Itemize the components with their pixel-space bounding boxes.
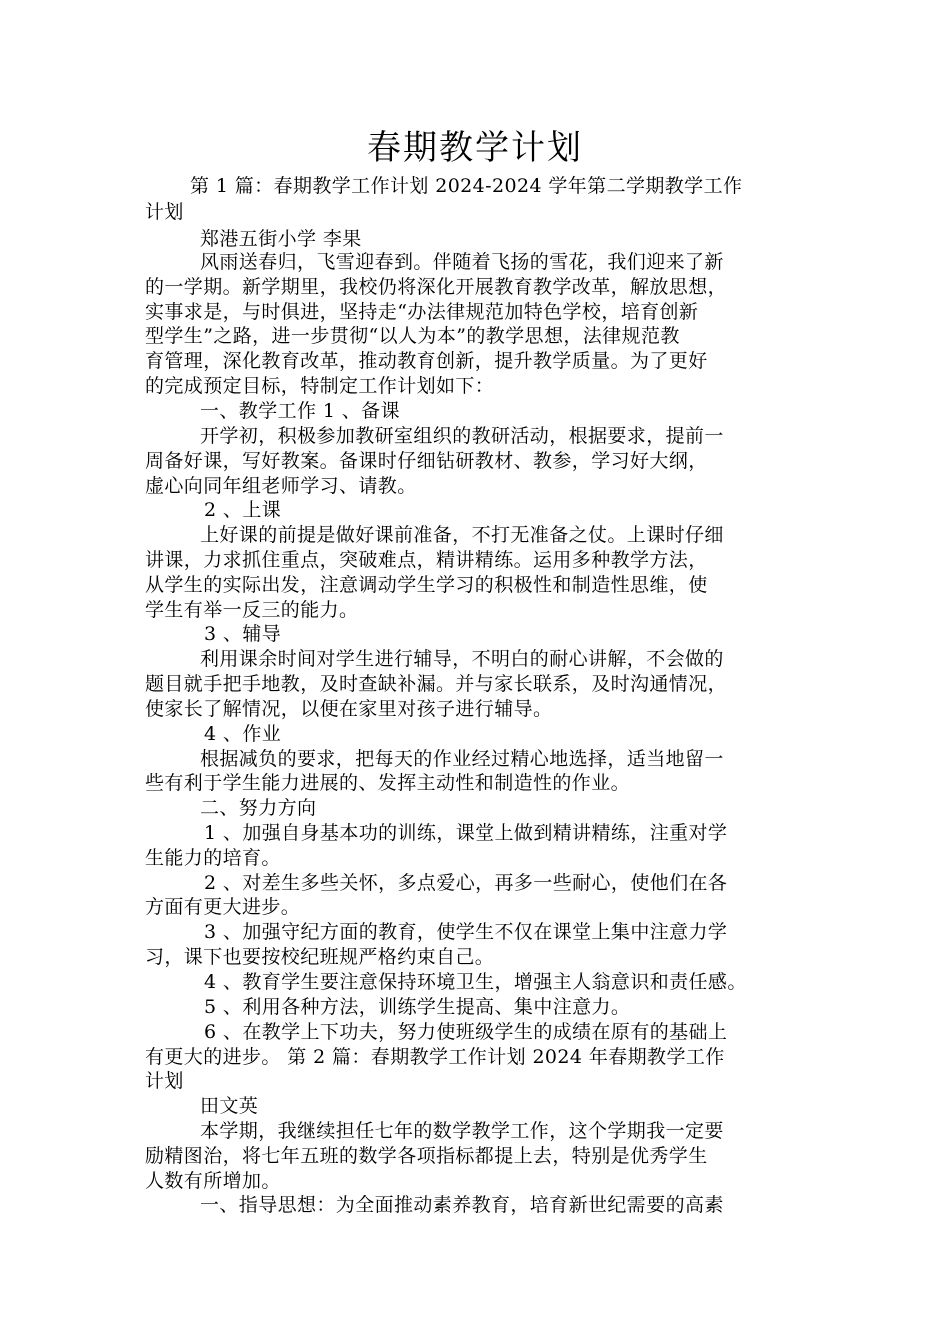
text-line: 二、努力方向 bbox=[200, 797, 317, 819]
text-line: 计划 bbox=[145, 201, 184, 223]
text-line: 周备好课，写好教案。备课时仔细钻研教材、教参，学习好大纲， bbox=[145, 450, 708, 472]
text-line: 2 、上课 bbox=[204, 499, 282, 521]
text-line: 开学初，积极参加教研室组织的教研活动，根据要求，提前一 bbox=[200, 425, 724, 447]
document-title: 春期教学计划 bbox=[367, 128, 583, 168]
text-line: 人数有所增加。 bbox=[145, 1170, 281, 1192]
text-line: 4 、作业 bbox=[204, 723, 282, 745]
text-line: 1 、加强自身基本功的训练，课堂上做到精讲精练，注重对学 bbox=[204, 822, 728, 844]
text-line: 生能力的培育。 bbox=[145, 847, 281, 869]
text-line: 些有利于学生能力进展的、发挥主动性和制造性的作业。 bbox=[145, 772, 631, 794]
text-line: 使家长了解情况，以便在家里对孩子进行辅导。 bbox=[145, 698, 553, 720]
text-line: 计划 bbox=[145, 1070, 184, 1092]
text-line: 的完成预定目标，特制定工作计划如下： bbox=[145, 375, 495, 397]
text-line: 风雨送春归，飞雪迎春到。伴随着飞扬的雪花，我们迎来了新 bbox=[200, 251, 724, 273]
text-line: 讲课，力求抓住重点，突破难点，精讲精练。运用多种教学方法， bbox=[145, 549, 708, 571]
text-line: 田文英 bbox=[200, 1095, 259, 1117]
text-line: 4 、教育学生要注意保持环境卫生，增强主人翁意识和责任感。 bbox=[204, 971, 747, 993]
text-line: 利用课余时间对学生进行辅导，不明白的耐心讲解，不会做的 bbox=[200, 648, 724, 670]
text-line: 本学期，我继续担任七年的数学教学工作，这个学期我一定要 bbox=[200, 1120, 724, 1142]
text-line: 第 1 篇：春期教学工作计划 2024-2024 学年第二学期教学工作 bbox=[190, 175, 743, 197]
text-line: 实事求是，与时俱进，坚持走“办法律规范加特色学校，培育创新 bbox=[145, 301, 699, 323]
text-line: 型学生”之路，进一步贯彻“以人为本”的教学思想，法律规范教 bbox=[145, 325, 680, 347]
text-line: 2 、对差生多些关怀，多点爱心，再多一些耐心，使他们在各 bbox=[204, 872, 728, 894]
text-line: 一、教学工作 1 、备课 bbox=[200, 400, 400, 422]
text-line: 育管理，深化教育改革，推动教育创新，提升教学质量。为了更好 bbox=[145, 350, 708, 372]
text-line: 虚心向同年组老师学习、请教。 bbox=[145, 475, 417, 497]
text-line: 3 、加强守纪方面的教育，使学生不仅在课堂上集中注意力学 bbox=[204, 921, 728, 943]
text-line: 有更大的进步。 第 2 篇：春期教学工作计划 2024 年春期教学工作 bbox=[145, 1046, 725, 1068]
text-line: 习，课下也要按校纪班规严格约束自己。 bbox=[145, 946, 495, 968]
text-line: 学生有举一反三的能力。 bbox=[145, 599, 359, 621]
text-line: 根据减负的要求，把每天的作业经过精心地选择，适当地留一 bbox=[200, 748, 724, 770]
text-line: 的一学期。新学期里，我校仍将深化开展教育教学改革，解放思想， bbox=[145, 276, 728, 298]
text-line: 上好课的前提是做好课前准备，不打无准备之仗。上课时仔细 bbox=[200, 524, 724, 546]
text-line: 6 、在教学上下功夫，努力使班级学生的成绩在原有的基础上 bbox=[204, 1021, 728, 1043]
text-line: 题目就手把手地教，及时查缺补漏。并与家长联系，及时沟通情况， bbox=[145, 673, 728, 695]
text-line: 3 、辅导 bbox=[204, 623, 282, 645]
text-line: 励精图治，将七年五班的数学各项指标都提上去，特别是优秀学生 bbox=[145, 1145, 708, 1167]
text-line: 从学生的实际出发，注意调动学生学习的积极性和制造性思维，使 bbox=[145, 574, 708, 596]
text-line: 一、指导思想：为全面推动素养教育，培育新世纪需要的高素 bbox=[200, 1194, 724, 1216]
text-line: 方面有更大进步。 bbox=[145, 896, 301, 918]
text-line: 郑港五街小学 李果 bbox=[200, 228, 362, 250]
text-line: 5 、利用各种方法，训练学生提高、集中注意力。 bbox=[204, 996, 631, 1018]
